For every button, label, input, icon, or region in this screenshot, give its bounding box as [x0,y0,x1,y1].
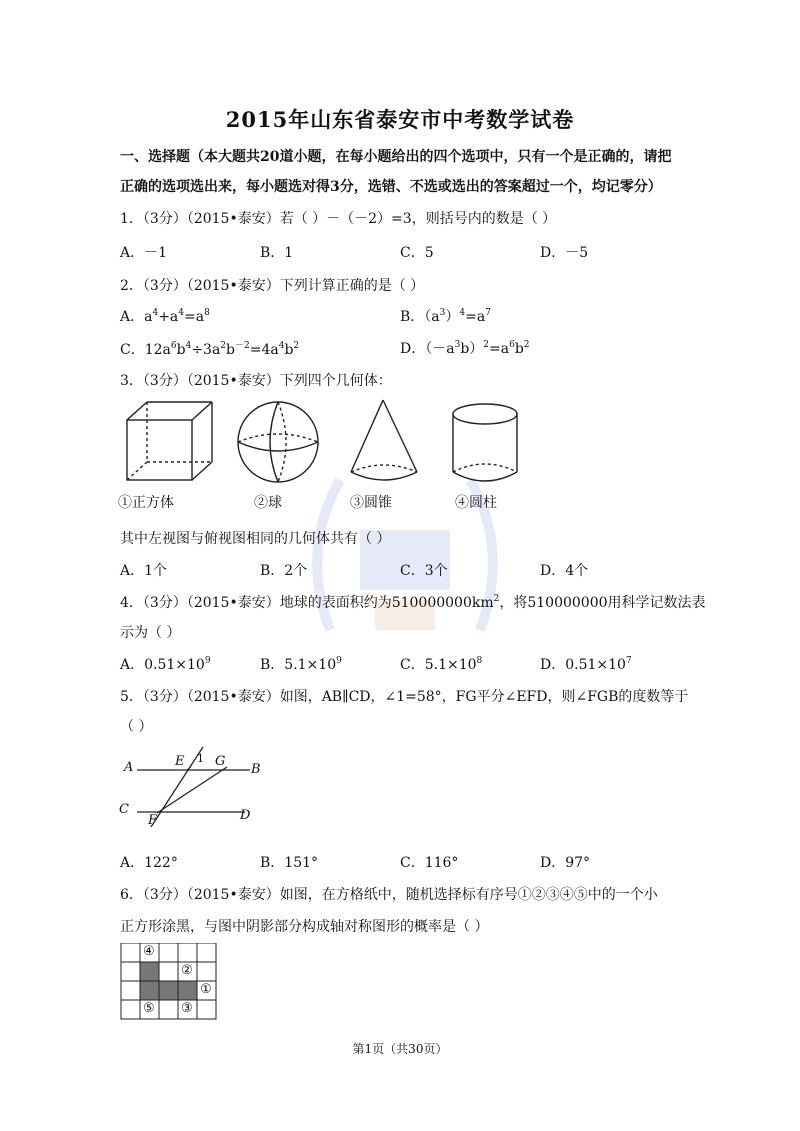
q5-option-c: C．116° [400,855,459,871]
fig-label-g: G [215,754,226,769]
geometry-solids-figure [115,398,535,488]
grid-label-4: ④ [143,944,155,959]
q1-option-a: A．－1 [120,245,168,261]
grid-label-2: ② [181,963,193,978]
label-cone: ③圆锥 [350,495,392,511]
q3-option-c: C．3个 [400,563,448,579]
q3-stem: 3．（3分）（2015•泰安）下列四个几何体： [120,373,392,389]
cone-shape [351,400,417,480]
fig-label-a: A [124,760,134,775]
q1-option-b: B．1 [260,245,294,261]
section-instructions [120,142,690,202]
q2-option-d: D．$(-a^3b)^2=a^6b^2$ [400,340,530,357]
q4-option-c: C．$5.1\times 10^8$ [400,656,483,673]
q3-stem-2: 其中左视图与俯视图相同的几何体共有（ ） [120,531,391,547]
cylinder-shape [453,404,517,481]
q4-option-b: B．$5.1\times 10^9$ [260,656,342,673]
fig-label-b: B [251,762,261,777]
page-title: 2015年山东省泰安市中考数学试卷 [225,107,575,132]
section-line-2: 正确的选项选出来，每小题选对得3分，选错、不选或选出的答案超过一个，均记零分） [120,179,662,195]
q4-option-d: D．$0.51\times 10^7$ [540,656,632,673]
q5-stem: 5．（3分）（2015•泰安）如图，AB∥CD，∠1=58°，FG平分∠EFD，则∠FGB的度数等于 [120,689,689,705]
section-line-1: 一、选择题（本大题共20道小题，在每小题给出的四个选项中，只有一个是正确的，请把 [120,149,672,165]
q1-option-d: D．－5 [540,245,589,261]
q2-stem: 2．（3分）（2015•泰安）下列计算正确的是（ ） [120,278,425,294]
q4-option-a: A．$0.51\times 10^9$ [120,656,211,673]
q5-option-d: D．97° [540,855,591,871]
q2-option-a: A．$a^4+a^4=a^8$ [120,308,210,325]
q3-option-d: D．4个 [540,563,589,579]
q5-option-b: B．151° [260,855,319,871]
page-footer: 第1页（共30页） [352,1042,448,1056]
label-sphere: ②球 [254,495,282,511]
q4-stem-pre: 4．（3分）（2015•泰安）地球的表面积约为510000000km [120,595,494,611]
q2-option-b: B．$(a^3)^4=a^7$ [400,308,491,325]
q1-option-c: C．5 [400,245,434,261]
sphere-shape [238,402,318,482]
fig-label-f: F [148,813,158,828]
q6-stem: 6．（3分）（2015•泰安）如图，在方格纸中，随机选择标有序号①②③④⑤中的一个小 [120,887,658,903]
grid-label-1: ① [200,982,212,997]
q5-stem-2: （ ） [120,719,153,735]
fig-label-e: E [175,754,185,769]
fig-label-angle-1: 1 [197,752,204,765]
grid-label-3: ③ [181,1001,193,1016]
q6-stem-2: 正方形涂黑，与图中阴影部分构成轴对称图形的概率是（ ） [120,919,489,935]
q1-stem: 1．（3分）（2015•泰安）若（ ）－（－2）=3，则括号内的数是（ ） [120,211,557,227]
q4-stem-2: 示为（ ） [120,625,181,641]
parallel-lines-figure [115,745,275,830]
fig-label-c: C [119,802,129,817]
cube-shape [127,402,212,480]
grid-label-5: ⑤ [143,1001,155,1016]
q4-stem: 4．（3分）（2015•泰安）地球的表面积约为$510000000km^2$，将510000000用科学记数法表 [120,594,706,611]
q3-option-b: B．2个 [260,563,308,579]
q4-stem-post: ，将510000000用科学记数法表 [499,595,706,611]
fig-label-d: D [240,808,251,823]
label-cylinder: ④圆柱 [455,495,497,511]
q2-option-c: C．$12a^6b^4\div 3a^2b^{-2}=4a^4b^2$ [120,341,300,358]
label-cube: ①正方体 [118,495,174,511]
q5-option-a: A．122° [120,855,178,871]
q3-option-a: A．1个 [120,563,168,579]
